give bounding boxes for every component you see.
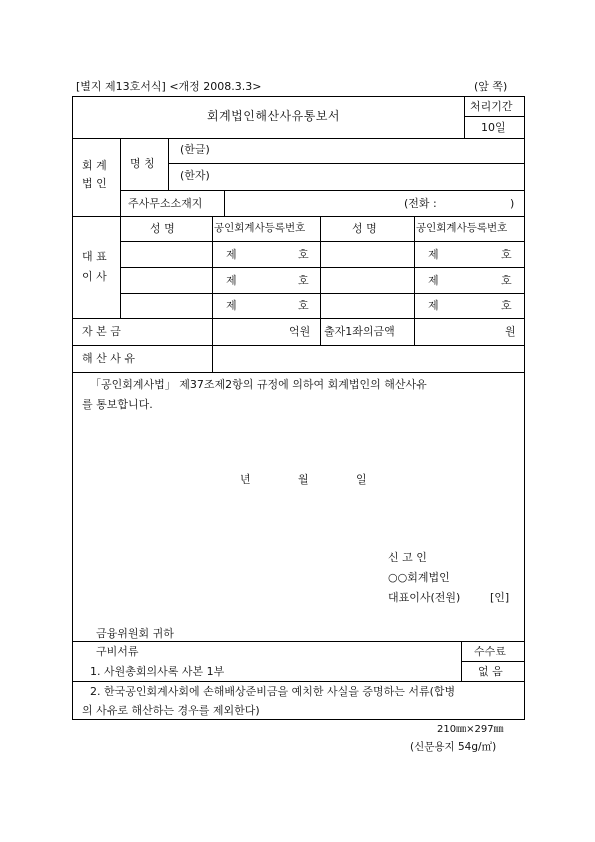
date-day-field[interactable]: [318, 471, 354, 487]
director-name-field[interactable]: [122, 269, 210, 291]
statement-line-1: 「공인회계사법」 제37조제2항의 규정에 의하여 회계법인의 해산사유: [90, 378, 427, 391]
document-item-1: 1. 사원총회의사록 사본 1부: [90, 665, 225, 678]
reg-prefix: 제: [428, 274, 439, 287]
firm-name-korean-label: (한글): [180, 143, 210, 156]
phone-close: ): [510, 197, 515, 210]
per-share-amount-field[interactable]: [416, 320, 501, 343]
date-year-label: 년: [240, 473, 251, 486]
addressee: 금융위원회 귀하: [96, 627, 174, 640]
per-share-label: 출자1좌의금액: [324, 325, 395, 338]
capital-label: 자 본 금: [82, 325, 121, 338]
director-name-field[interactable]: [122, 295, 210, 316]
reg-suffix: 호: [501, 248, 512, 261]
form-title: 회계법인해산사유통보서: [207, 109, 341, 123]
director-name-field[interactable]: [322, 295, 412, 316]
form-reference: [별지 제13호서식] <개정 2008.3.3>: [76, 80, 262, 93]
office-address-field[interactable]: [230, 193, 400, 213]
directors-col-reg-no: 공인회계사등록번호: [214, 222, 306, 234]
reg-suffix: 호: [298, 299, 309, 312]
directors-col-reg-no-2: 공인회계사등록번호: [416, 222, 508, 234]
form-top-border: [72, 96, 525, 97]
per-share-unit: 원: [505, 325, 516, 338]
reg-suffix: 호: [298, 274, 309, 287]
reporter-representative: 대표이사(전원): [388, 591, 461, 604]
processing-period-value: 10일: [481, 121, 506, 134]
firm-name-korean-field[interactable]: [230, 141, 520, 161]
paper-size: 210㎜×297㎜: [437, 724, 504, 735]
reporter-label: 신 고 인: [388, 551, 427, 564]
document-item-2-line-2: 의 사유로 해산하는 경우를 제외한다): [82, 704, 260, 717]
reporter-firm: ○○회계법인: [388, 571, 450, 584]
director-name-field[interactable]: [322, 243, 412, 265]
document-item-2-line-1: 2. 한국공인회계사회에 손해배상준비금을 예치한 사실을 증명하는 서류(합병: [90, 685, 456, 698]
capital-amount-field[interactable]: [214, 320, 284, 343]
reg-suffix: 호: [501, 299, 512, 312]
firm-name-label: 명 칭: [130, 157, 155, 170]
processing-period-label: 처리기간: [470, 100, 513, 113]
office-address-label: 주사무소소재지: [128, 197, 203, 210]
directors-section-label-bottom: 이 사: [82, 270, 107, 283]
directors-col-name-2: 성 명: [352, 222, 377, 235]
directors-col-name: 성 명: [150, 222, 175, 235]
director-name-field[interactable]: [322, 269, 412, 291]
reg-suffix: 호: [501, 274, 512, 287]
reg-prefix: 제: [428, 299, 439, 312]
form-bottom-border: [72, 719, 525, 720]
reporter-seal: [인]: [490, 591, 510, 604]
firm-section-label-bottom: 법 인: [82, 177, 107, 190]
reg-prefix: 제: [226, 299, 237, 312]
dissolution-reason-label: 해 산 사 유: [82, 352, 135, 365]
capital-unit: 억원: [289, 325, 311, 338]
reg-prefix: 제: [428, 248, 439, 261]
required-documents-label: 구비서류: [96, 645, 139, 658]
date-day-label: 일: [356, 473, 367, 486]
form-left-border: [72, 96, 73, 720]
directors-section-label-top: 대 표: [82, 250, 107, 263]
date-year-field[interactable]: [212, 471, 240, 487]
date-month-field[interactable]: [262, 471, 296, 487]
fee-value: 없 음: [478, 665, 503, 678]
phone-field[interactable]: [445, 193, 505, 213]
reg-prefix: 제: [226, 248, 237, 261]
reg-suffix: 호: [298, 248, 309, 261]
reg-prefix: 제: [226, 274, 237, 287]
date-month-label: 월: [298, 473, 309, 486]
firm-name-hanja-field[interactable]: [230, 166, 520, 186]
page-side-label: (앞 쪽): [474, 80, 508, 93]
firm-name-hanja-label: (한자): [180, 169, 210, 182]
statement-line-2: 를 통보합니다.: [82, 398, 153, 411]
director-name-field[interactable]: [122, 243, 210, 265]
dissolution-reason-field[interactable]: [214, 347, 522, 370]
firm-section-label-top: 회 계: [82, 159, 107, 172]
fee-label: 수수료: [474, 645, 506, 658]
paper-type: (신문용지 54g/㎡): [410, 741, 497, 753]
phone-label: (전화 :: [404, 197, 437, 210]
